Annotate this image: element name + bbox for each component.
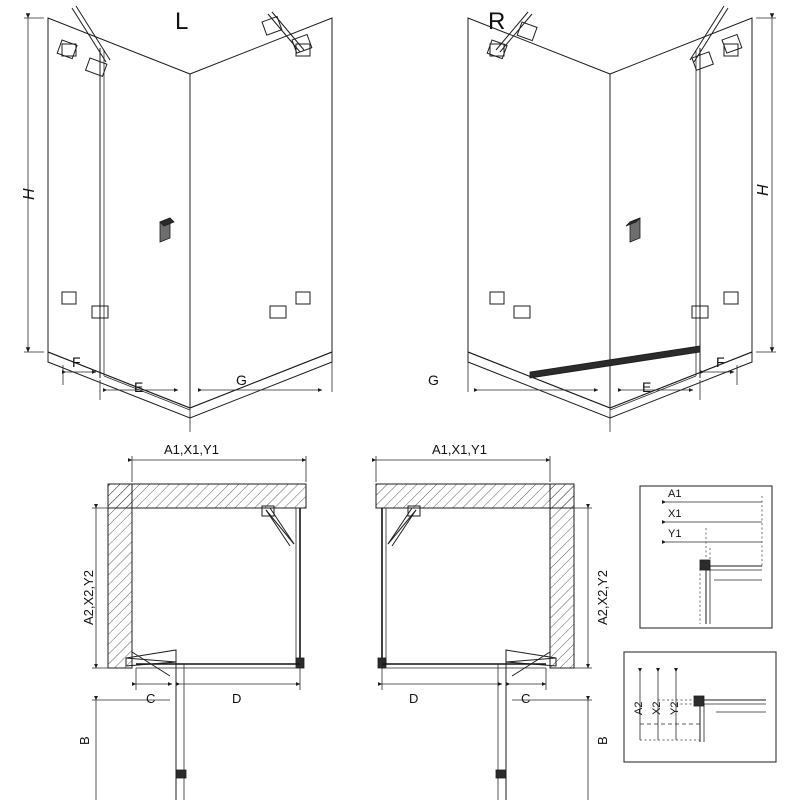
iso-left-view — [21, 6, 332, 432]
plan-right-view — [376, 456, 592, 800]
iso-left-e-label: E — [134, 379, 144, 395]
detail-corner-vertical — [624, 652, 776, 762]
iso-right-height-label: H — [755, 184, 772, 196]
detail-bottom-y2-label: Y2 — [669, 701, 681, 715]
iso-left-f-label: F — [72, 354, 81, 370]
plan-right-top-dim-label: A1,X1,Y1 — [432, 442, 487, 457]
detail-top-x1-label: X1 — [668, 508, 682, 520]
detail-top-y1-label: Y1 — [668, 528, 682, 540]
plan-right-c-label: C — [521, 691, 531, 706]
plan-left-b-label: B — [77, 736, 92, 745]
plan-left-d-label: D — [232, 691, 242, 706]
detail-corner-horizontal — [640, 486, 772, 628]
plan-right-d-label: D — [409, 691, 419, 706]
plan-left-view — [92, 456, 306, 800]
plan-left-top-dim-label: A1,X1,Y1 — [164, 442, 219, 457]
detail-bottom-x2-label: X2 — [651, 701, 663, 715]
iso-left-g-label: G — [236, 372, 247, 388]
iso-left-height-label: H — [21, 188, 38, 200]
plan-right-b-label: B — [595, 736, 610, 745]
plan-left-c-label: C — [146, 691, 156, 706]
detail-bottom-a2-label: A2 — [633, 701, 645, 715]
iso-right-variant-label: R — [488, 8, 506, 35]
iso-right-view — [468, 6, 776, 432]
detail-top-a1-label: A1 — [668, 488, 682, 500]
iso-right-g-label: G — [428, 372, 439, 388]
iso-right-f-label: F — [716, 354, 725, 370]
iso-left-variant-label: L — [175, 8, 189, 35]
iso-right-e-label: E — [642, 379, 652, 395]
plan-left-side-dim-label: A2,X2,Y2 — [81, 570, 96, 625]
plan-right-side-dim-label: A2,X2,Y2 — [595, 570, 610, 625]
